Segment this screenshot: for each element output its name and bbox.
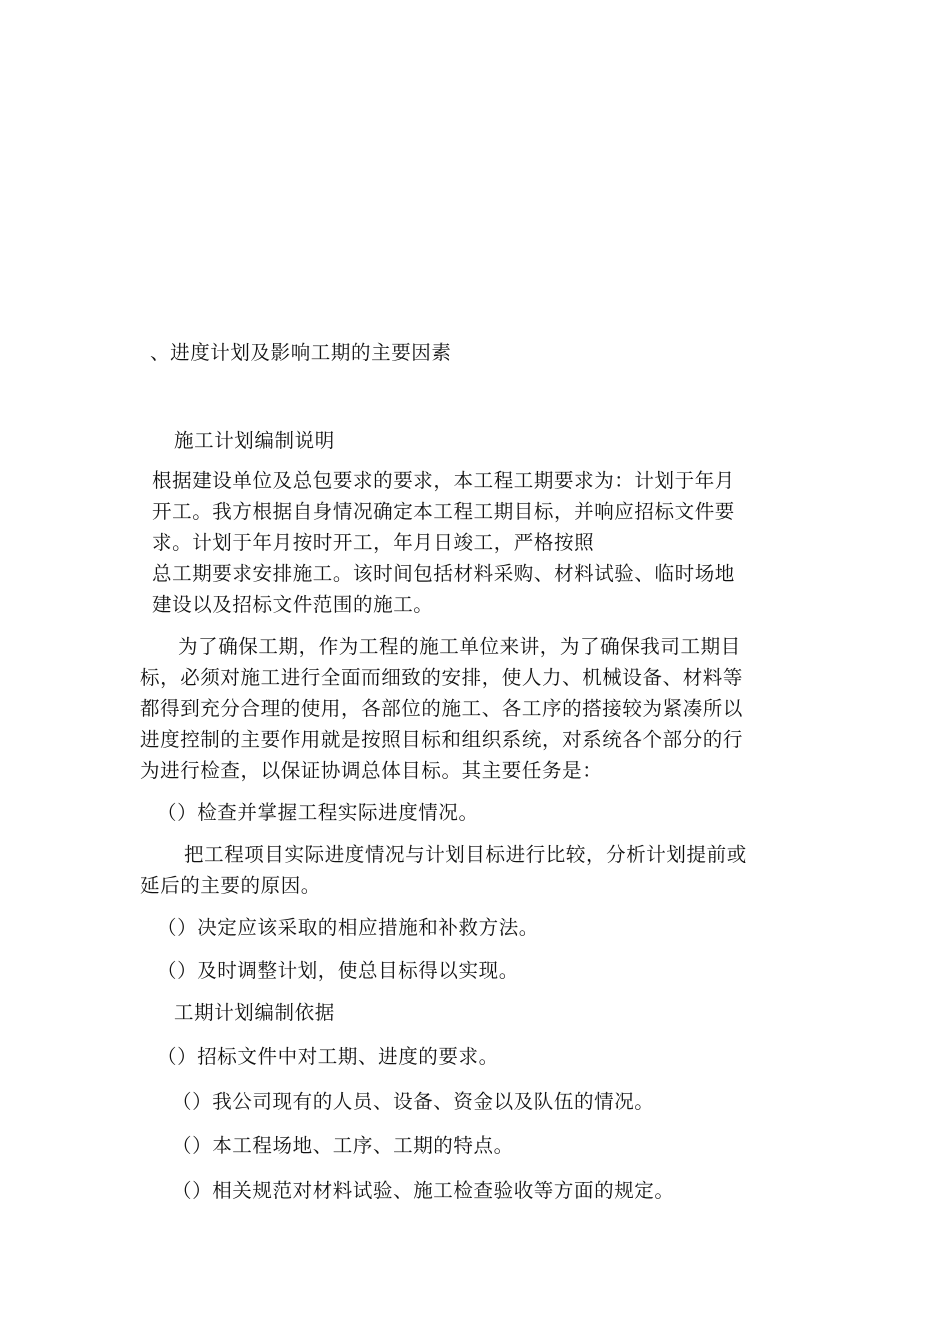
section1-heading: 施工计划编制说明 <box>174 429 335 452</box>
section-title: 、进度计划及影响工期的主要因素 <box>150 341 452 364</box>
paragraph1-line: 开工。我方根据自身情况确定本工程工期目标，并响应招标文件要 <box>152 500 735 523</box>
task-item: （）决定应该采取的相应措施和补救方法。 <box>157 916 539 939</box>
paragraph1-line: 根据建设单位及总包要求的要求，本工程工期要求为：计划于年月 <box>152 469 735 492</box>
paragraph3-line: 把工程项目实际进度情况与计划目标进行比较，分析计划提前或 <box>184 843 747 866</box>
basis-item: （）招标文件中对工期、进度的要求。 <box>157 1045 499 1068</box>
paragraph3-line: 延后的主要的原因。 <box>140 874 321 897</box>
paragraph1-line: 总工期要求安排施工。该时间包括材料采购、材料试验、临时场地 <box>152 562 735 585</box>
task-item: （）及时调整计划，使总目标得以实现。 <box>157 959 519 982</box>
section2-heading: 工期计划编制依据 <box>174 1001 335 1024</box>
paragraph2-line: 为了确保工期，作为工程的施工单位来讲，为了确保我司工期目 <box>178 635 741 658</box>
paragraph2-line: 标，必须对施工进行全面而细致的安排，使人力、机械设备、材料等 <box>140 666 744 689</box>
basis-item: （）我公司现有的人员、设备、资金以及队伍的情况。 <box>172 1090 655 1113</box>
task-item: （）检查并掌握工程实际进度情况。 <box>157 801 479 824</box>
paragraph1-line: 求。计划于年月按时开工，年月日竣工，严格按照 <box>152 531 595 554</box>
basis-item: （）相关规范对材料试验、施工检查验收等方面的规定。 <box>172 1179 675 1202</box>
paragraph2-line: 都得到充分合理的使用，各部位的施工、各工序的搭接较为紧凑所以 <box>140 697 744 720</box>
paragraph1-line: 建设以及招标文件范围的施工。 <box>152 593 434 616</box>
paragraph2-line: 进度控制的主要作用就是按照目标和组织系统，对系统各个部分的行 <box>140 728 744 751</box>
basis-item: （）本工程场地、工序、工期的特点。 <box>172 1134 514 1157</box>
paragraph2-line: 为进行检查，以保证协调总体目标。其主要任务是： <box>140 759 603 782</box>
